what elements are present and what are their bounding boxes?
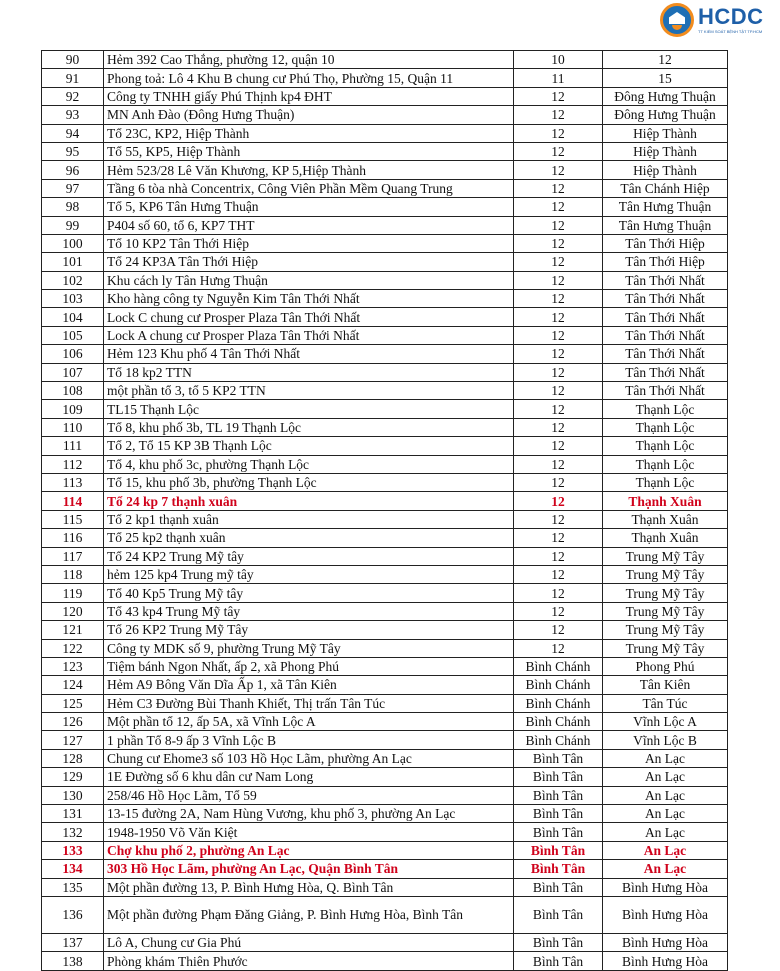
row-district: 12 [514,161,603,179]
table-row [42,271,728,289]
row-ward: An Lạc [603,860,728,878]
row-number: 126 [42,713,104,731]
row-ward: Thạnh Lộc [603,400,728,418]
row-address: Tổ 10 KP2 Tân Thới Hiệp [104,234,514,252]
row-number: 103 [42,290,104,308]
row-district: Bình Tân [514,805,603,823]
row-district: Bình Tân [514,952,603,970]
table-row [42,749,728,767]
row-district: 12 [514,308,603,326]
row-ward: An Lạc [603,749,728,767]
row-address: Công ty MDK số 9, phường Trung Mỹ Tây [104,639,514,657]
row-ward: An Lạc [603,786,728,804]
row-number: 104 [42,308,104,326]
row-number: 90 [42,51,104,69]
row-ward: Bình Hưng Hòa [603,933,728,951]
row-district: Bình Chánh [514,657,603,675]
row-number: 102 [42,271,104,289]
row-district: 11 [514,69,603,87]
row-address: 303 Hồ Học Lãm, phường An Lạc, Quận Bình Tân [104,860,514,878]
row-number: 92 [42,87,104,105]
row-district: 12 [514,198,603,216]
row-ward: Đông Hưng Thuận [603,106,728,124]
row-address: Lock C chung cư Prosper Plaza Tân Thới Nhất [104,308,514,326]
table-row [42,933,728,951]
row-district: Bình Tân [514,786,603,804]
row-address: một phần tổ 3, tổ 5 KP2 TTN [104,382,514,400]
table-row [42,216,728,234]
row-address: Hẻm 392 Cao Thắng, phường 12, quận 10 [104,51,514,69]
row-address: Tầng 6 tòa nhà Concentrix, Công Viên Phần Mềm Quang Trung [104,179,514,197]
row-address: Tổ 55, KP5, Hiệp Thành [104,142,514,160]
row-ward: Vĩnh Lộc B [603,731,728,749]
row-number: 113 [42,473,104,491]
row-address: Kho hàng công ty Nguyễn Kim Tân Thới Nhất [104,290,514,308]
row-ward: Bình Hưng Hòa [603,952,728,970]
table-row [42,639,728,657]
row-ward: Trung Mỹ Tây [603,547,728,565]
row-number: 106 [42,345,104,363]
row-address: Tiệm bánh Ngon Nhất, ấp 2, xã Phong Phú [104,657,514,675]
table-row [42,694,728,712]
row-ward: Bình Hưng Hòa [603,896,728,933]
row-ward: Trung Mỹ Tây [603,565,728,583]
table-row [42,234,728,252]
table-row [42,198,728,216]
row-address: Lô A, Chung cư Gia Phú [104,933,514,951]
row-district: 12 [514,584,603,602]
row-district: 12 [514,382,603,400]
table-row [42,510,728,528]
row-address: Một phần đường Phạm Đăng Giảng, P. Bình Hưng Hòa, Bình Tân [104,896,514,933]
row-address: Phong toả: Lô 4 Khu B chung cư Phú Thọ, Phường 15, Quận 11 [104,69,514,87]
row-ward: Tân Thới Hiệp [603,234,728,252]
table-row [42,326,728,344]
row-address: Tổ 2 kp1 thạnh xuân [104,510,514,528]
row-address: Tổ 24 KP3A Tân Thới Hiệp [104,253,514,271]
row-address: Tổ 5, KP6 Tân Hưng Thuận [104,198,514,216]
row-address: Chung cư Ehome3 số 103 Hồ Học Lãm, phường An Lạc [104,749,514,767]
table-row [42,179,728,197]
row-ward: Tân Túc [603,694,728,712]
row-ward: An Lạc [603,841,728,859]
row-number: 136 [42,896,104,933]
row-ward: Thạnh Lộc [603,473,728,491]
row-number: 96 [42,161,104,179]
row-district: Bình Tân [514,749,603,767]
row-address: 1948-1950 Võ Văn Kiệt [104,823,514,841]
row-district: 12 [514,437,603,455]
row-address: Hẻm A9 Bông Văn Dĩa Ấp 1, xã Tân Kiên [104,676,514,694]
row-address: Một phần đường 13, P. Bình Hưng Hòa, Q. Bình Tân [104,878,514,896]
table-row [42,400,728,418]
table-row [42,713,728,731]
row-number: 137 [42,933,104,951]
row-number: 108 [42,382,104,400]
row-district: 12 [514,290,603,308]
row-number: 99 [42,216,104,234]
row-district: 12 [514,547,603,565]
row-ward: Tân Thới Nhất [603,308,728,326]
hcdc-logo [660,0,774,40]
row-number: 131 [42,805,104,823]
row-address: Lock A chung cư Prosper Plaza Tân Thới Nhất [104,326,514,344]
table-row [42,437,728,455]
row-ward: An Lạc [603,768,728,786]
row-district: 12 [514,455,603,473]
row-number: 91 [42,69,104,87]
row-number: 107 [42,363,104,381]
row-number: 116 [42,529,104,547]
row-number: 138 [42,952,104,970]
row-ward: Tân Hưng Thuận [603,216,728,234]
row-number: 133 [42,841,104,859]
logo-name: HCDC [698,4,764,29]
row-number: 114 [42,492,104,510]
row-ward: Trung Mỹ Tây [603,602,728,620]
table-row [42,823,728,841]
row-address: Tổ 40 Kp5 Trung Mỹ tây [104,584,514,602]
row-number: 123 [42,657,104,675]
table-row [42,290,728,308]
row-ward: 15 [603,69,728,87]
row-district: Bình Tân [514,878,603,896]
row-district: Bình Tân [514,933,603,951]
row-address: hẻm 125 kp4 Trung mỹ tây [104,565,514,583]
row-ward: Thạnh Lộc [603,437,728,455]
row-district: 12 [514,326,603,344]
row-ward: Tân Hưng Thuận [603,198,728,216]
table-row [42,657,728,675]
row-district: 12 [514,106,603,124]
row-ward: Đông Hưng Thuận [603,87,728,105]
row-ward: Trung Mỹ Tây [603,584,728,602]
table-row [42,492,728,510]
row-district: 12 [514,602,603,620]
row-number: 115 [42,510,104,528]
row-number: 127 [42,731,104,749]
row-ward: Bình Hưng Hòa [603,878,728,896]
row-number: 124 [42,676,104,694]
row-ward: Vĩnh Lộc A [603,713,728,731]
row-number: 98 [42,198,104,216]
table-row [42,878,728,896]
row-number: 118 [42,565,104,583]
row-number: 128 [42,749,104,767]
row-ward: Tân Thới Nhất [603,290,728,308]
row-district: 12 [514,271,603,289]
table-row [42,731,728,749]
row-number: 94 [42,124,104,142]
row-address: Tổ 15, khu phố 3b, phường Thạnh Lộc [104,473,514,491]
row-number: 119 [42,584,104,602]
row-ward: Thạnh Xuân [603,492,728,510]
row-address: MN Anh Đào (Đông Hưng Thuận) [104,106,514,124]
table-row [42,896,728,933]
row-ward: Hiệp Thành [603,142,728,160]
row-number: 132 [42,823,104,841]
table-row [42,345,728,363]
row-number: 109 [42,400,104,418]
row-ward: Tân Kiên [603,676,728,694]
row-ward: Tân Thới Nhất [603,382,728,400]
table-row [42,142,728,160]
row-address: TL15 Thạnh Lộc [104,400,514,418]
table-row [42,676,728,694]
row-number: 100 [42,234,104,252]
row-district: 12 [514,179,603,197]
row-address: Tổ 25 kp2 thạnh xuân [104,529,514,547]
row-ward: Hiệp Thành [603,161,728,179]
table-row [42,841,728,859]
table-row [42,51,728,69]
row-district: Bình Tân [514,896,603,933]
row-number: 134 [42,860,104,878]
table-row [42,363,728,381]
row-number: 122 [42,639,104,657]
table-row [42,455,728,473]
row-number: 135 [42,878,104,896]
row-district: 12 [514,124,603,142]
table-row [42,860,728,878]
row-district: 12 [514,492,603,510]
row-district: 12 [514,418,603,436]
row-district: Bình Tân [514,860,603,878]
row-number: 105 [42,326,104,344]
row-ward: An Lạc [603,805,728,823]
row-number: 112 [42,455,104,473]
row-address: 1E Đường số 6 khu dân cư Nam Long [104,768,514,786]
row-address: Tổ 4, khu phố 3c, phường Thạnh Lộc [104,455,514,473]
location-table [41,50,728,971]
table-row [42,952,728,970]
table-row [42,621,728,639]
row-ward: An Lạc [603,823,728,841]
row-number: 93 [42,106,104,124]
hcdc-emblem-icon [660,3,694,37]
row-ward: Tân Thới Nhất [603,363,728,381]
row-district: 12 [514,234,603,252]
row-number: 121 [42,621,104,639]
row-ward: Tân Thới Nhất [603,326,728,344]
row-ward: Tân Chánh Hiệp [603,179,728,197]
row-ward: Trung Mỹ Tây [603,639,728,657]
table-row [42,529,728,547]
row-address: Phòng khám Thiên Phước [104,952,514,970]
row-ward: Trung Mỹ Tây [603,621,728,639]
row-number: 125 [42,694,104,712]
row-address: Tổ 26 KP2 Trung Mỹ Tây [104,621,514,639]
row-district: 10 [514,51,603,69]
table-row [42,253,728,271]
row-ward: Hiệp Thành [603,124,728,142]
row-ward: Phong Phú [603,657,728,675]
row-address: P404 số 60, tổ 6, KP7 THT [104,216,514,234]
row-address: Hẻm C3 Đường Bùi Thanh Khiết, Thị trấn Tân Túc [104,694,514,712]
row-ward: Thạnh Xuân [603,510,728,528]
row-district: 12 [514,565,603,583]
row-district: Bình Tân [514,768,603,786]
row-district: 12 [514,400,603,418]
table-row [42,602,728,620]
row-address: 1 phần Tổ 8-9 ấp 3 Vĩnh Lộc B [104,731,514,749]
row-address: Công ty TNHH giấy Phú Thịnh kp4 ĐHT [104,87,514,105]
row-number: 120 [42,602,104,620]
row-district: 12 [514,621,603,639]
row-number: 129 [42,768,104,786]
table-row [42,106,728,124]
row-number: 130 [42,786,104,804]
row-ward: Tân Thới Nhất [603,271,728,289]
row-address: Tổ 2, Tổ 15 KP 3B Thạnh Lộc [104,437,514,455]
row-address: Tổ 24 kp 7 thạnh xuân [104,492,514,510]
row-address: Hẻm 123 Khu phố 4 Tân Thới Nhất [104,345,514,363]
row-district: 12 [514,345,603,363]
row-district: Bình Tân [514,823,603,841]
row-district: 12 [514,216,603,234]
row-district: Bình Chánh [514,731,603,749]
row-district: Bình Tân [514,841,603,859]
table-row [42,768,728,786]
row-address: Một phần tổ 12, ấp 5A, xã Vĩnh Lộc A [104,713,514,731]
row-number: 111 [42,437,104,455]
row-district: 12 [514,639,603,657]
row-address: Tổ 23C, KP2, Hiệp Thành [104,124,514,142]
row-address: Tổ 8, khu phố 3b, TL 19 Thạnh Lộc [104,418,514,436]
row-district: Bình Chánh [514,713,603,731]
row-address: 258/46 Hồ Học Lãm, Tổ 59 [104,786,514,804]
row-district: 12 [514,253,603,271]
row-number: 101 [42,253,104,271]
table-row [42,805,728,823]
table-row [42,584,728,602]
row-address: Tổ 43 kp4 Trung Mỹ tây [104,602,514,620]
row-number: 95 [42,142,104,160]
row-address: Chợ khu phố 2, phường An Lạc [104,841,514,859]
row-ward: Thạnh Lộc [603,455,728,473]
row-number: 117 [42,547,104,565]
row-address: Tổ 24 KP2 Trung Mỹ tây [104,547,514,565]
row-number: 110 [42,418,104,436]
row-district: Bình Chánh [514,694,603,712]
table-row [42,308,728,326]
table-row [42,547,728,565]
row-district: 12 [514,510,603,528]
row-district: 12 [514,473,603,491]
row-district: 12 [514,87,603,105]
row-ward: Tân Thới Nhất [603,345,728,363]
row-district: 12 [514,529,603,547]
table-row [42,565,728,583]
table-row [42,786,728,804]
row-address: Hẻm 523/28 Lê Văn Khương, KP 5,Hiệp Thành [104,161,514,179]
row-ward: Thạnh Lộc [603,418,728,436]
table-row [42,382,728,400]
logo-tagline: TT KIỂM SOÁT BỆNH TẬT TP.HCM [698,29,763,34]
row-address: Tổ 18 kp2 TTN [104,363,514,381]
row-district: 12 [514,142,603,160]
table-row [42,161,728,179]
row-ward: Thạnh Xuân [603,529,728,547]
row-address: 13-15 đường 2A, Nam Hùng Vương, khu phố 3, phường An Lạc [104,805,514,823]
row-district: 12 [514,363,603,381]
row-number: 97 [42,179,104,197]
table-row [42,418,728,436]
row-district: Bình Chánh [514,676,603,694]
table-row [42,87,728,105]
table-row [42,124,728,142]
row-address: Khu cách ly Tân Hưng Thuận [104,271,514,289]
table-row [42,473,728,491]
row-ward: 12 [603,51,728,69]
location-table-body [42,51,728,971]
table-row [42,69,728,87]
row-ward: Tân Thới Hiệp [603,253,728,271]
